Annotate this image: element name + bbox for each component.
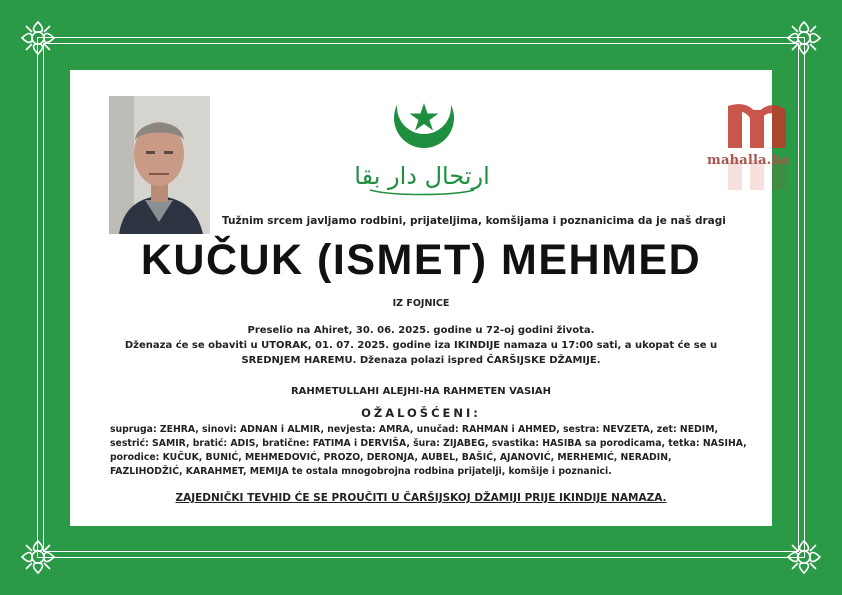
watermark-text: mahalla.ba	[707, 153, 790, 168]
details-line: Preselio na Ahiret, 30. 06. 2025. godine u 72-oj godini života.	[247, 325, 595, 336]
deceased-name: KUČUK (ISMET) MEHMED	[140, 236, 702, 284]
crescent-star-icon	[392, 85, 456, 151]
funeral-details	[110, 323, 732, 368]
details-line: SREDNJEM HAREMU. Dženaza polazi ispred ČARŠIJSKE DŽAMIJE.	[241, 355, 601, 366]
mourners-line: sestrić: SAMIR, bratić: ADIS, bratične: FATIMA i DERVIŠA, šura: ZIJABEG, svastika: HASIBA sa porodicama, tetka: NASIHA,	[110, 438, 747, 449]
mourners-heading: OŽALOŠĆENI:	[361, 406, 481, 420]
mourners-line: porodice: KUČUK, BUNIĆ, MEHMEDOVIĆ, PROZO, DERONJA, AUBEL, BAŠIĆ, AJANOVIĆ, MERHEMIĆ, NERADIN,	[110, 452, 672, 463]
deceased-photo	[109, 96, 210, 234]
floral-corner-icon	[784, 537, 824, 577]
floral-corner-icon	[18, 18, 58, 58]
mourners-line: supruga: ZEHRA, sinovi: ADNAN i ALMIR, nevjesta: AMRA, unučad: RAHMAN i AHMED, sestra: NEVZETA, zet: NEDIM,	[110, 424, 719, 435]
mourners-list	[110, 423, 747, 479]
floral-corner-icon	[18, 537, 58, 577]
svg-text:ارتحال دار بقا: ارتحال دار بقا	[354, 162, 490, 190]
floral-corner-icon	[784, 18, 824, 58]
origin-text: IZ FOJNICE	[392, 298, 450, 309]
mourners-line: FAZLIHODŽIĆ, KARAHMET, MEMIJA te ostala mnogobrojna rodbina prijatelji, komšije i poznanici.	[110, 466, 612, 477]
prayer-text: RAHMETULLAHI ALEJHI-HA RAHMETEN VASIAH	[290, 386, 551, 397]
intro-text: Tužnim srcem javljamo rodbini, prijateljima, komšijama i poznanicima da je naš dragi	[222, 215, 726, 227]
tevhid-notice: ZAJEDNIČKI TEVHID ĆE SE PROUČITI U ČARŠIJSKOJ DŽAMIJI PRIJE IKINDIJE NAMAZA.	[175, 492, 667, 504]
arabic-calligraphy	[354, 150, 490, 198]
watermark-m-logo	[710, 100, 820, 192]
details-line: Dženaza će se obaviti u UTORAK, 01. 07. 2025. godine iza IKINDIJE namaza u 17:00 sati, a ukopat će se u	[124, 340, 718, 351]
